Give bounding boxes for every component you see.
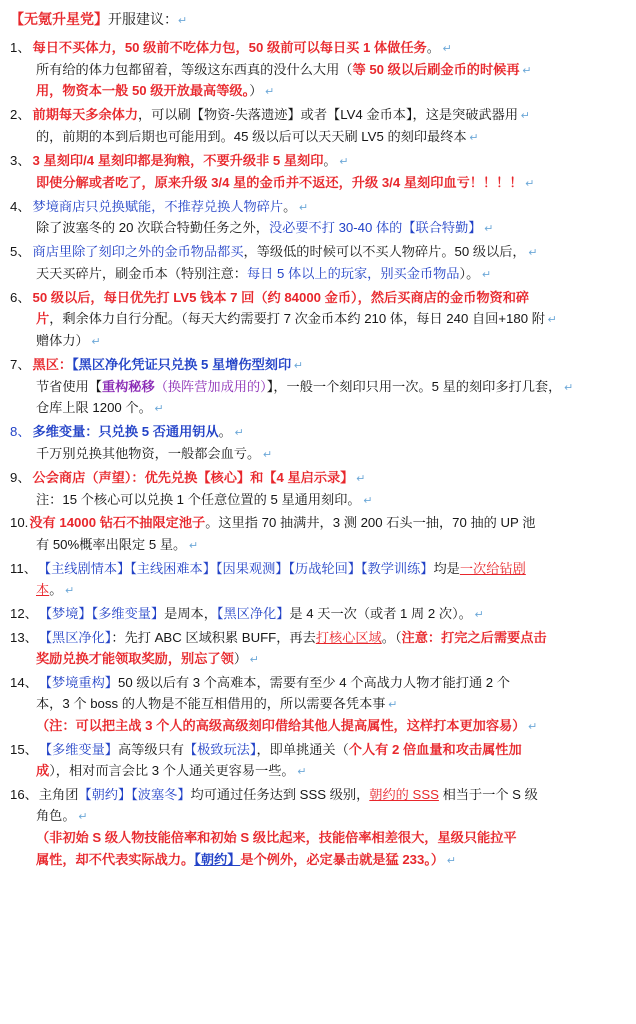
pilcrow-mark: ↵ xyxy=(439,42,452,55)
pilcrow-mark: ↵ xyxy=(525,247,538,260)
text-run: 。（ xyxy=(381,629,402,645)
item-text xyxy=(38,558,626,579)
item-continuation-line xyxy=(10,308,626,330)
text-run: 赠体力） xyxy=(36,332,89,348)
item-continuation-line xyxy=(10,715,626,737)
pilcrow-mark: ↵ xyxy=(62,585,75,597)
item-continuation-line xyxy=(10,126,626,148)
item-continuation-line xyxy=(10,263,626,285)
item-number: 1、 xyxy=(10,39,31,55)
item-text xyxy=(39,627,626,648)
text-run: 前期每天多余体力 xyxy=(32,107,139,123)
advice-first-line xyxy=(10,558,626,579)
text-run: 主角团 xyxy=(38,787,79,802)
advice-first-line xyxy=(10,627,626,648)
pilcrow-mark: ↵ xyxy=(561,381,574,394)
text-run: 。 xyxy=(426,39,440,55)
text-run: 黑区： xyxy=(32,356,73,372)
pilcrow-mark: ↵ xyxy=(471,608,484,621)
text-run: 打核心区域 xyxy=(315,629,382,645)
title-prefix: 【无氪升星党】 xyxy=(10,11,108,27)
text-run: 一次给钻剧 xyxy=(459,560,526,576)
text-run: 【主线剧情本】【主线困难本】【因果观测】【历战轮回】【教学训练】 xyxy=(37,560,434,576)
advice-first-line xyxy=(10,672,626,693)
pilcrow-mark: ↵ xyxy=(247,654,259,666)
item-continuation-line xyxy=(10,489,626,511)
text-run: 注意：打完之后需要点击 xyxy=(401,629,547,645)
item-number: 7、 xyxy=(10,356,31,372)
advice-item xyxy=(10,627,626,670)
item-text xyxy=(39,672,626,693)
advice-item xyxy=(10,784,626,870)
text-run: 千万别兑换其他物资，一般都会血亏。 xyxy=(36,446,261,461)
pilcrow-mark: ↵ xyxy=(360,494,373,507)
item-continuation-line xyxy=(10,80,626,102)
item-text xyxy=(39,784,626,805)
text-run: 【朝约】 xyxy=(194,851,241,867)
text-run: 3 星刻印/4 星刻印都是狗粮，不要升级非 5 星刻印 xyxy=(32,152,324,168)
text-run: 公会商店（声望）：优先兑换【核心】和【4 星启示录】 xyxy=(32,469,354,485)
title-rest: 开服建议： xyxy=(108,11,178,27)
text-run: 奖励兑换才能领取奖励，别忘了领 xyxy=(36,651,234,666)
item-text xyxy=(39,739,626,760)
text-run: 本，3 个 boss 的人物是不能互相借用的，所以需要各凭本事 xyxy=(36,696,386,712)
text-run: 朝约的 SSS xyxy=(369,787,439,802)
text-run: 角色。 xyxy=(36,808,76,824)
text-run: ），相对而言会比 3 个人通关更容易一些。 xyxy=(49,763,295,779)
item-text xyxy=(39,603,626,625)
text-run: 用，物资本一般 50 级开放最高等级。 xyxy=(36,83,250,99)
advice-first-line xyxy=(10,287,626,308)
item-text xyxy=(33,104,626,126)
pilcrow-mark: ↵ xyxy=(262,86,275,99)
advice-first-line xyxy=(10,37,626,59)
text-run: 【黑区净化】 xyxy=(38,629,112,645)
item-continuation-line xyxy=(10,693,626,715)
pilcrow-mark: ↵ xyxy=(522,177,535,190)
item-text xyxy=(29,512,626,533)
text-run: 高等级只有 xyxy=(117,741,184,757)
text-run: 注：15 个核心可以兑换 1 个任意位置的 5 星通用刻印。 xyxy=(36,491,361,507)
item-number: 5、 xyxy=(10,244,31,260)
text-run: 50 级以后，每日优先打 LV5 钱本 7 回（约 84000 金币），然后买商店的金币物资和碎 xyxy=(32,289,530,305)
text-run: 成 xyxy=(36,763,50,779)
item-continuation-line xyxy=(10,805,626,827)
text-run: 个人有 2 倍血量和攻击属性加 xyxy=(348,741,522,757)
pilcrow-mark: ↵ xyxy=(385,699,398,712)
pilcrow-mark: ↵ xyxy=(481,223,494,236)
item-number: 8、 xyxy=(10,424,31,440)
text-run: （非初始 S 级人物技能倍率和初始 S 级比起来，技能倍率相差很大，星级只能拉平 xyxy=(36,830,517,846)
pilcrow-mark: ↵ xyxy=(519,64,532,77)
text-run: 50 级以后有 3 个高难本，需要有至少 4 个高战力人物才能打通 2 个 xyxy=(117,674,510,690)
item-number: 6、 xyxy=(10,289,31,305)
advice-first-line xyxy=(10,421,626,443)
item-continuation-line xyxy=(10,760,626,782)
text-run: 每日 5 体以上的玩家，别买金币物品 xyxy=(247,265,460,281)
advice-item xyxy=(10,421,626,465)
pilcrow-mark: ↵ xyxy=(466,132,479,145)
text-run: ，即单挑通关（ xyxy=(256,741,349,757)
advice-first-line xyxy=(10,467,626,489)
item-continuation-line xyxy=(10,849,626,871)
text-run: 天天买碎片，刷金币本（特别注意： xyxy=(36,265,247,281)
item-text xyxy=(33,287,626,308)
text-run: 多维变量：只兑换 5 否通用钥从 xyxy=(32,424,219,440)
pilcrow-mark: ↵ xyxy=(353,472,366,485)
text-run: 有 50%概率出限定 5 星。 xyxy=(36,536,187,552)
item-continuation-line xyxy=(10,59,626,81)
advice-first-line xyxy=(10,196,626,218)
text-run: ）。 xyxy=(459,265,480,281)
text-run: ） xyxy=(249,83,263,99)
text-run: ） xyxy=(233,651,247,666)
text-run: 没必要不打 30-40 体的【联合特勤】 xyxy=(269,220,482,236)
text-run: 。 xyxy=(218,424,232,440)
item-number: 9、 xyxy=(10,469,31,485)
advice-item xyxy=(10,287,626,352)
advice-first-line xyxy=(10,104,626,126)
item-text xyxy=(33,150,626,172)
text-run: 【梦境】【多维变量】 xyxy=(38,605,165,621)
item-continuation-line xyxy=(10,330,626,352)
pilcrow-mark: ↵ xyxy=(186,539,199,552)
text-run: 【黑区净化】 xyxy=(216,605,290,621)
item-number: 10. xyxy=(10,515,29,531)
pilcrow-mark: ↵ xyxy=(291,359,304,372)
advice-item xyxy=(10,104,626,148)
text-run: 【黑区净化凭证只兑换 5 星增伤型刻印 xyxy=(72,356,292,372)
text-run: 节省使用【 xyxy=(36,378,102,394)
advice-first-line xyxy=(10,512,626,533)
advice-item xyxy=(10,558,626,601)
text-run: ，剩余体力自行分配。（每天大约需要打 7 次金币本约 210 体，每日 240 自回+180 附 xyxy=(49,311,545,327)
text-run: 商店里除了刻印之外的金币物品都买 xyxy=(32,244,244,260)
pilcrow-mark: ↵ xyxy=(178,15,188,27)
item-number: 12、 xyxy=(10,605,38,621)
text-run: 片 xyxy=(36,311,50,327)
pilcrow-mark: ↵ xyxy=(525,721,538,733)
item-continuation-line xyxy=(10,827,626,848)
advice-list xyxy=(10,37,626,871)
text-run: 没有 14000 钻石不抽限定池子 xyxy=(29,515,206,531)
text-run: 是个例外，必定暴击就是猛 233。） xyxy=(240,851,445,867)
text-run: 【梦境重构】 xyxy=(38,674,118,690)
advice-first-line xyxy=(10,354,626,376)
pilcrow-mark: ↵ xyxy=(231,427,244,440)
advice-first-line xyxy=(10,739,626,760)
advice-first-line xyxy=(10,784,626,805)
pilcrow-mark: ↵ xyxy=(336,155,349,168)
text-run: 相当于一个 S 级 xyxy=(438,787,538,802)
text-run: 。 xyxy=(49,582,63,597)
advice-first-line xyxy=(10,241,626,263)
item-text xyxy=(33,421,626,443)
item-continuation-line xyxy=(10,579,626,601)
text-run: 的，前期的本到后期也可能用到。45 级以后可以天天刷 LV5 的刻印最终本 xyxy=(36,129,467,145)
text-run: 是周本， xyxy=(164,605,217,621)
pilcrow-mark: ↵ xyxy=(479,268,492,281)
advice-item xyxy=(10,196,626,240)
item-text xyxy=(33,37,626,59)
item-number: 15、 xyxy=(10,741,38,757)
item-continuation-line xyxy=(10,172,626,194)
text-run: ：先打 ABC 区域积累 BUFF，再去 xyxy=(111,629,316,645)
item-continuation-line xyxy=(10,534,626,556)
text-run: 。这里指 70 抽满井，3 测 200 石头一抽，70 抽的 UP 池 xyxy=(205,515,536,531)
item-text xyxy=(33,467,626,489)
advice-item xyxy=(10,241,626,285)
item-number: 13、 xyxy=(10,629,38,645)
item-number: 16、 xyxy=(10,787,38,802)
text-run: 所有给的体力包都留着，等级这东西真的没什么大用（ xyxy=(36,61,353,77)
text-run: 【极致玩法】 xyxy=(183,741,257,757)
text-run: （换阵营加成用的） xyxy=(154,378,267,394)
text-run: （注：可以把主战 3 个人的高级高级刻印借给其他人提高属性，这样打本更加容易） xyxy=(36,718,526,733)
advice-first-line xyxy=(10,150,626,172)
advice-item xyxy=(10,512,626,555)
pilcrow-mark: ↵ xyxy=(151,403,164,416)
advice-item xyxy=(10,467,626,511)
item-continuation-line xyxy=(10,443,626,465)
item-number: 11、 xyxy=(10,560,37,576)
item-number: 4、 xyxy=(10,198,31,214)
text-run: 】，一般一个刻印只用一次。5 星的刻印多打几套， xyxy=(266,378,562,394)
item-number: 14、 xyxy=(10,674,38,690)
pilcrow-mark: ↵ xyxy=(544,314,557,327)
text-run: 【朝约】【波塞冬】 xyxy=(78,787,191,802)
item-number: 2、 xyxy=(10,107,31,123)
item-continuation-line xyxy=(10,376,626,398)
item-continuation-line xyxy=(10,217,626,239)
advice-item xyxy=(10,603,626,625)
advice-item xyxy=(10,354,626,419)
text-run: 。 xyxy=(283,198,297,214)
text-run: ，可以刷【物资-失落遗迹】或者【LV4 金币本】，这是突破武器用 xyxy=(138,107,519,123)
pilcrow-mark: ↵ xyxy=(88,335,101,348)
text-run: 均可通过任务达到 SSS 级别， xyxy=(190,787,370,802)
pilcrow-mark: ↵ xyxy=(296,201,309,214)
item-text xyxy=(33,241,626,263)
text-run: 即使分解或者吃了，原来升级 3/4 星的金币并不返还，升级 3/4 星刻印血亏！！！！ xyxy=(36,174,523,190)
text-run: 。 xyxy=(323,152,337,168)
text-run: 重构秘移 xyxy=(101,378,155,394)
text-run: 仓库上限 1200 个。 xyxy=(36,400,152,416)
text-run: 均是 xyxy=(433,560,460,576)
advice-item xyxy=(10,672,626,737)
text-run: 是 4 天一次（或者 1 周 2 次）。 xyxy=(289,605,472,621)
item-number: 3、 xyxy=(10,152,31,168)
text-run: 【多维变量】 xyxy=(38,741,118,757)
advice-item xyxy=(10,739,626,782)
pilcrow-mark: ↵ xyxy=(260,449,273,461)
item-text xyxy=(33,196,626,218)
item-text xyxy=(33,354,626,376)
advice-item xyxy=(10,150,626,194)
item-continuation-line xyxy=(10,397,626,419)
pilcrow-mark: ↵ xyxy=(75,811,88,824)
text-run: ，等级低的时候可以不买人物碎片。50 级以后， xyxy=(243,244,526,260)
text-run: 除了波塞冬的 20 次联合特勤任务之外， xyxy=(36,220,269,236)
pilcrow-mark: ↵ xyxy=(444,854,457,867)
text-run: 梦境商店只兑换赋能，不推荐兑换人物碎片 xyxy=(32,198,284,214)
text-run: 等 50 级以后刷金币的时候再 xyxy=(352,61,520,77)
item-continuation-line xyxy=(10,648,626,670)
pilcrow-mark: ↵ xyxy=(518,110,531,123)
text-run: 本 xyxy=(36,582,50,597)
document-title xyxy=(10,8,626,31)
text-run: 每日不买体力，50 级前不吃体力包，50 级前可以每日买 1 体做任务 xyxy=(32,39,427,55)
advice-first-line xyxy=(10,603,626,625)
text-run: 属性，却不代表实际战力。 xyxy=(36,851,195,867)
pilcrow-mark: ↵ xyxy=(294,766,307,779)
advice-item xyxy=(10,37,626,102)
